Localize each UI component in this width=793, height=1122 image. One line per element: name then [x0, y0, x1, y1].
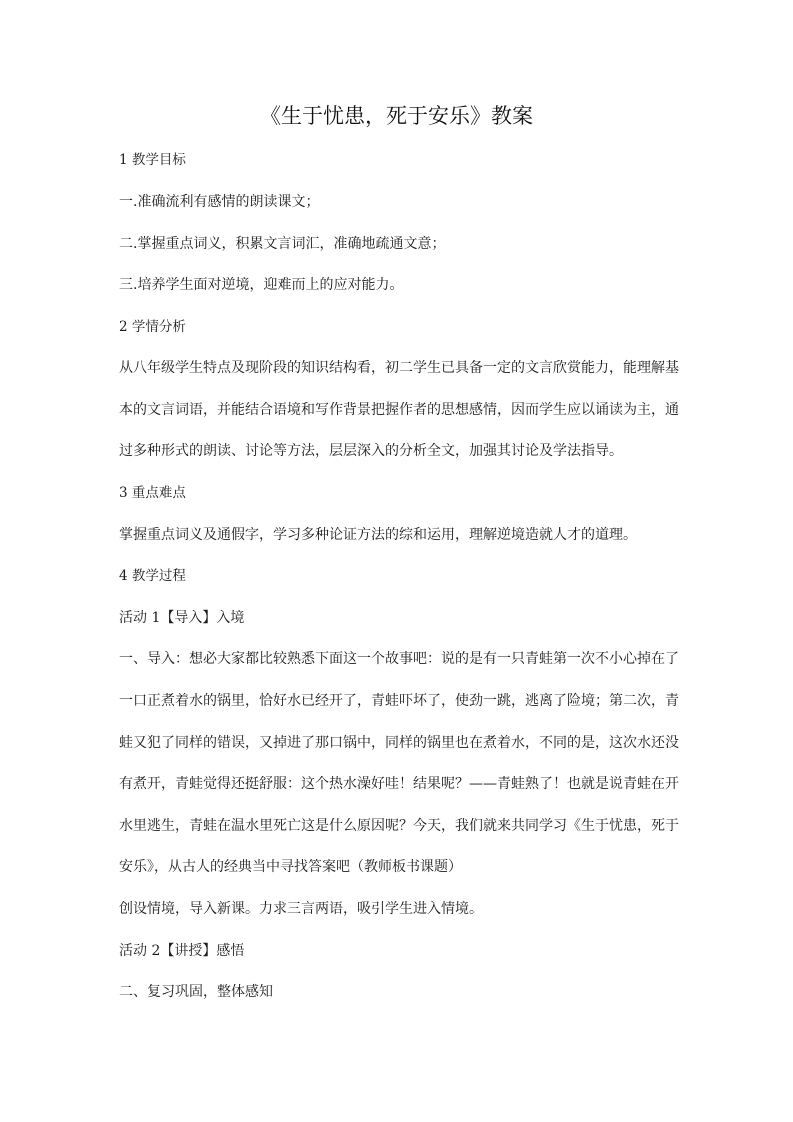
- intro-line: 水里逃生，青蛙在温水里死亡这是什么原因呢？今天，我们就来共同学习《生于忧患，死于: [119, 818, 679, 834]
- section-heading-student-analysis: 2 学情分析: [119, 319, 186, 335]
- analysis-line: 过多种形式的朗读、讨论等方法，层层深入的分析全文，加强其讨论及学法指导。: [119, 443, 623, 459]
- section-heading-key-points: 3 重点难点: [119, 485, 186, 501]
- intro-line: 一、导入：想必大家都比较熟悉下面这一个故事吧：说的是有一只青蛙第一次不小心掉在了: [119, 651, 679, 667]
- analysis-line: 从八年级学生特点及现阶段的知识结构看，初二学生已具备一定的文言欣赏能力，能理解基: [119, 360, 679, 376]
- activity-2-heading: 活动 2【讲授】感悟: [119, 943, 245, 959]
- goal-item-3: 三.培养学生面对逆境，迎难而上的应对能力。: [119, 277, 404, 293]
- section-heading-teaching-goals: 1 教学目标: [119, 152, 186, 168]
- key-points-text: 掌握重点词义及通假字，学习多种论证方法的综和运用，理解逆境造就人才的道理。: [119, 527, 637, 543]
- intro-line: 一口正煮着水的锅里，恰好水已经开了，青蛙吓坏了，使劲一跳，逃离了险境；第二次，青: [119, 693, 679, 709]
- document-title: 《生于忧患，死于安乐》教案: [260, 104, 533, 128]
- intro-line: 蛙又犯了同样的错误，又掉进了那口锅中，同样的锅里也在煮着水，不同的是，这次水还没: [119, 735, 679, 751]
- intro-note: 创设情境，导入新课。力求三言两语，吸引学生进入情境。: [119, 901, 483, 917]
- section-heading-teaching-process: 4 教学过程: [119, 568, 186, 584]
- intro-line: 有煮开，青蛙觉得还挺舒服：这个热水澡好哇！结果呢？——青蛙熟了！也就是说青蛙在开: [119, 776, 679, 792]
- analysis-line: 本的文言词语，并能结合语境和写作背景把握作者的思想感情，因而学生应以诵读为主，通: [119, 402, 679, 418]
- review-heading: 二、复习巩固，整体感知: [119, 984, 273, 1000]
- goal-item-1: 一.准确流利有感情的朗读课文；: [119, 194, 320, 210]
- intro-line: 安乐》，从古人的经典当中寻找答案吧（教师板书课题）: [119, 859, 462, 875]
- activity-1-heading: 活动 1【导入】入境: [119, 610, 245, 626]
- goal-item-2: 二.掌握重点词义，积累文言词汇，准确地疏通文意；: [119, 236, 446, 252]
